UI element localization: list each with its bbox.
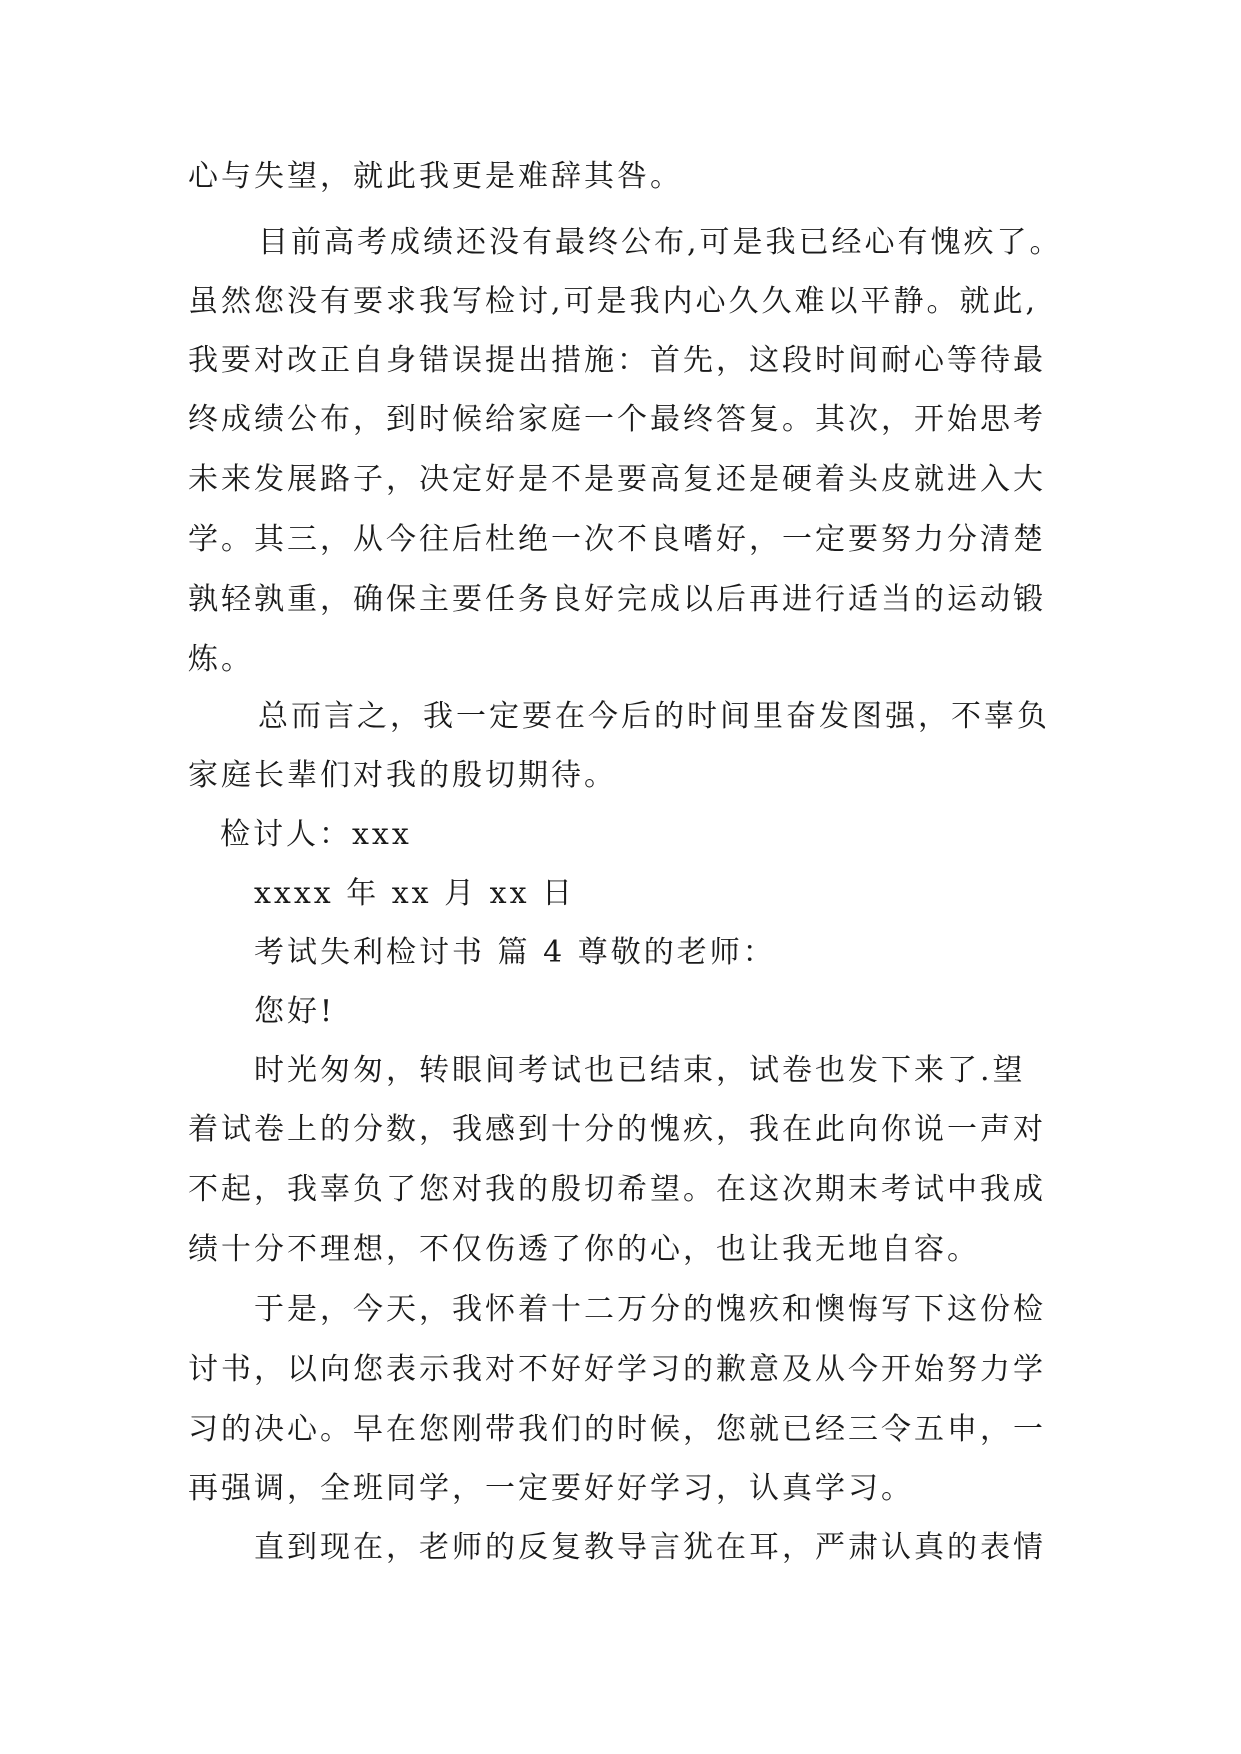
text-line-7: 学。其三，从今往后杜绝一次不良嗜好，一定要努力分清楚 [188, 522, 1046, 557]
text-line-1: 心与失望，就此我更是难辞其咎。 [188, 159, 683, 194]
text-line-4: 我要对改正自身错误提出措施：首先，这段时间耐心等待最 [188, 343, 1046, 378]
text-line-24: 直到现在，老师的反复教导言犹在耳，严肃认真的表情 [254, 1530, 1046, 1565]
text-line-2: 目前高考成绩还没有最终公布,可是我已经心有愧疚了。 [258, 225, 1063, 260]
date-line: xxxx 年 xx 月 xx 日 [254, 876, 576, 911]
text-line-19: 绩十分不理想，不仅伤透了你的心，也让我无地自容。 [188, 1232, 980, 1267]
text-line-22: 习的决心。早在您刚带我们的时候，您就已经三令五申，一 [188, 1412, 1046, 1447]
text-line-18: 不起，我辜负了您对我的殷切希望。在这次期末考试中我成 [188, 1172, 1046, 1207]
text-line-8: 孰轻孰重，确保主要任务良好完成以后再进行适当的运动锻 [188, 582, 1046, 617]
section-heading: 考试失利检讨书 篇 4 尊敬的老师： [254, 935, 776, 970]
text-line-9: 炼。 [188, 642, 254, 677]
text-line-5: 终成绩公布，到时候给家庭一个最终答复。其次，开始思考 [188, 402, 1046, 437]
text-line-3: 虽然您没有要求我写检讨,可是我内心久久难以平静。就此, [188, 284, 1039, 319]
text-line-20: 于是，今天，我怀着十二万分的愧疚和懊悔写下这份检 [254, 1292, 1046, 1327]
signature-line: 检讨人：xxx [220, 817, 412, 852]
text-line-21: 讨书，以向您表示我对不好好学习的歉意及从今开始努力学 [188, 1352, 1046, 1387]
text-line-6: 未来发展路子，决定好是不是要高复还是硬着头皮就进入大 [188, 462, 1046, 497]
text-line-10: 总而言之，我一定要在今后的时间里奋发图强，不辜负 [258, 699, 1050, 734]
text-line-16: 时光匆匆，转眼间考试也已结束，试卷也发下来了.望 [254, 1053, 1026, 1088]
text-line-11: 家庭长辈们对我的殷切期待。 [188, 758, 617, 793]
greeting-line: 您好! [254, 994, 336, 1029]
text-line-17: 着试卷上的分数，我感到十分的愧疚，我在此向你说一声对 [188, 1112, 1046, 1147]
text-line-23: 再强调，全班同学，一定要好好学习，认真学习。 [188, 1471, 914, 1506]
